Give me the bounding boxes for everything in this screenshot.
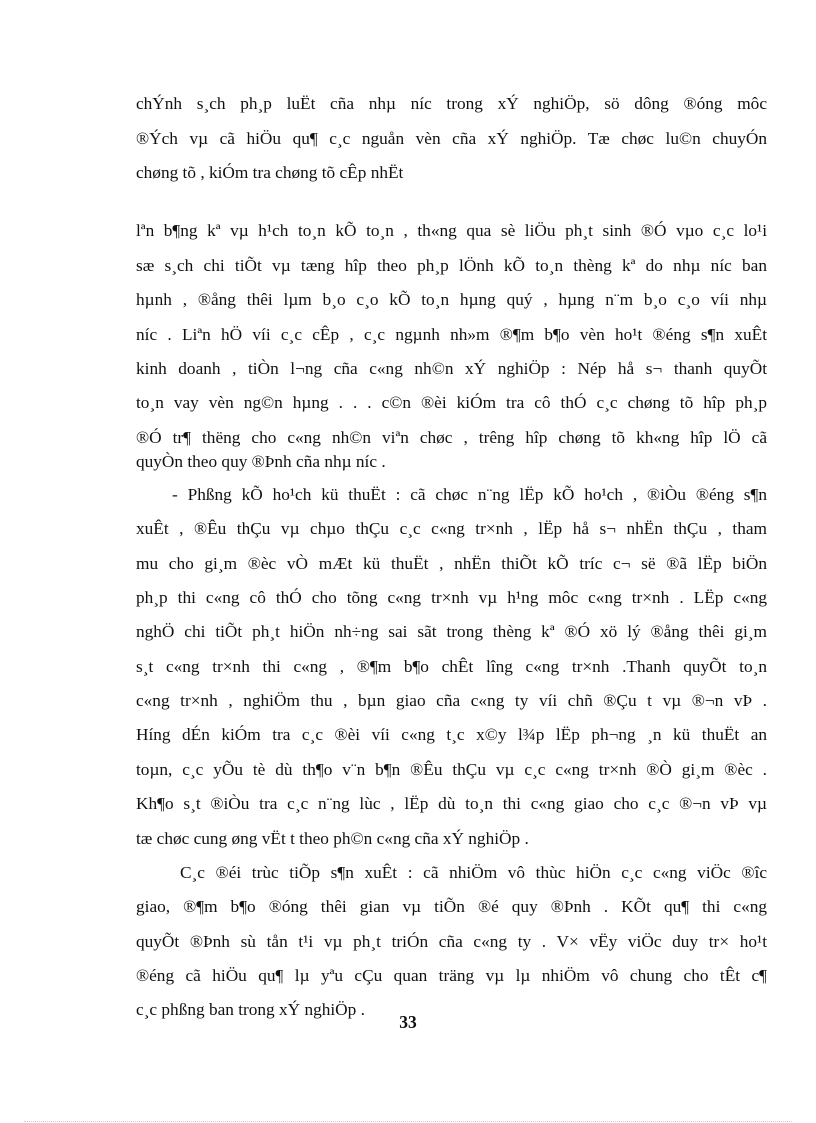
- page-number: 33: [399, 1012, 417, 1032]
- body-text-line: ph¸p thi c«ng cô thÓ cho tõng c«ng tr×nh vµ h¹ng môc c«ng tr×nh . LËp c«ng: [136, 588, 767, 607]
- body-text-line: nghÖ chi tiÕt ph¸t hiÖn nh÷ng sai sãt trong thèng kª ®Ó xö lý ®ång thêi gi¸m: [136, 622, 767, 641]
- body-text-line: quyÕt ®Þnh sù tån t¹i vµ ph¸t triÓn cña c«ng ty . V× vËy viÖc duy tr× ho¹t: [136, 932, 767, 951]
- footer-divider: [24, 1121, 792, 1122]
- body-text-line: chøng tõ , kiÓm tra chøng tõ cÊp nhËt: [136, 163, 404, 182]
- body-text-line: níc . Liªn hÖ víi c¸c cÊp , c¸c ngµnh nh»m ®¶m b¶o vèn ho¹t ®éng s¶n xuÊt: [136, 325, 767, 344]
- body-text-line: xuÊt , ®Êu thÇu vµ chµo thÇu c¸c c«ng tr×nh , lËp hå s¬ nhËn thÇu , tham: [136, 519, 767, 538]
- body-text-line: ®Ých vµ cã hiÖu qu¶ c¸c nguån vèn cña xÝ nghiÖp. Tæ chøc lu©n chuyÓn: [136, 129, 767, 148]
- body-text-line: lªn b¶ng kª vµ h¹ch to¸n kÕ to¸n , th«ng qua sè liÖu ph¸t sinh ®Ó vµo c¸c lo¹i: [136, 221, 767, 240]
- body-text-line: c«ng tr×nh , nghiÖm thu , bµn giao cña c«ng ty víi chñ ®Çu t vµ ®¬n vÞ .: [136, 691, 767, 710]
- body-text-line: - Phßng kÕ ho¹ch kü thuËt : cã chøc n¨ng lËp kÕ ho¹ch , ®iÒu ®éng s¶n: [172, 485, 767, 504]
- body-text-line: chÝnh s¸ch ph¸p luËt cña nhµ níc trong xÝ nghiÖp, sö dông ®óng môc: [136, 94, 767, 113]
- body-text-line: mu cho gi¸m ®èc vÒ mÆt kü thuËt , nhËn thiÕt kÕ tríc c¬ së ®ã lËp biÖn: [136, 554, 767, 573]
- body-text-line: tæ chøc cung øng vËt t theo ph©n c«ng cña xÝ nghiÖp .: [136, 829, 529, 848]
- body-text-line: Híng dÉn kiÓm tra c¸c ®èi víi c«ng t¸c x©y l¾p lËp ph¬ng ¸n kü thuËt an: [136, 725, 767, 744]
- body-text-line: quyÒn theo quy ®Þnh cña nhµ níc .: [136, 452, 386, 471]
- body-text-line: hµnh , ®ång thêi lµm b¸o c¸o kÕ to¸n hµng quý , hµng n¨m b¸o c¸o víi nhµ: [136, 290, 767, 309]
- body-text-line: ®Ó tr¶ thëng cho c«ng nh©n viªn chøc , trêng hîp chøng tõ kh«ng hîp lÖ cã: [136, 428, 767, 447]
- body-text-line: to¸n vay vèn ng©n hµng . . . c©n ®èi kiÓm tra cô thÓ c¸c chøng tõ hîp ph¸p: [136, 393, 767, 412]
- body-text-line: toµn, c¸c yÕu tè dù th¶o v¨n b¶n ®Êu thÇu vµ c¸c c«ng tr×nh ®Ò gi¸m ®èc .: [136, 760, 767, 779]
- body-text-line: c¸c phßng ban trong xÝ nghiÖp .: [136, 1000, 365, 1019]
- body-text-line: giao, ®¶m b¶o ®óng thêi gian vµ tiÕn ®é quy ®Þnh . KÕt qu¶ thi c«ng: [136, 897, 767, 916]
- body-text-line: kinh doanh , tiÒn l¬ng cña c«ng nh©n xÝ nghiÖp : Nép hå s¬ thanh quyÕt: [136, 359, 767, 378]
- body-text-line: ®éng cã hiÖu qu¶ lµ yªu cÇu quan träng vµ lµ nhiÖm vô chung cho tÊt c¶: [136, 966, 767, 985]
- body-text-line: C¸c ®éi trùc tiÕp s¶n xuÊt : cã nhiÖm vô thùc hiÖn c¸c c«ng viÖc ®îc: [180, 863, 767, 882]
- body-text-line: Kh¶o s¸t ®iÒu tra c¸c n¨ng lùc , lËp dù to¸n thi c«ng giao cho c¸c ®¬n vÞ vµ: [136, 794, 767, 813]
- body-text-line: sæ s¸ch chi tiÕt vµ tæng hîp theo ph¸p lÖnh kÕ to¸n thèng kª do nhµ níc ban: [136, 256, 767, 275]
- body-text-line: s¸t c«ng tr×nh thi c«ng , ®¶m b¶o chÊt lîng c«ng tr×nh .Thanh quyÕt to¸n: [136, 657, 767, 676]
